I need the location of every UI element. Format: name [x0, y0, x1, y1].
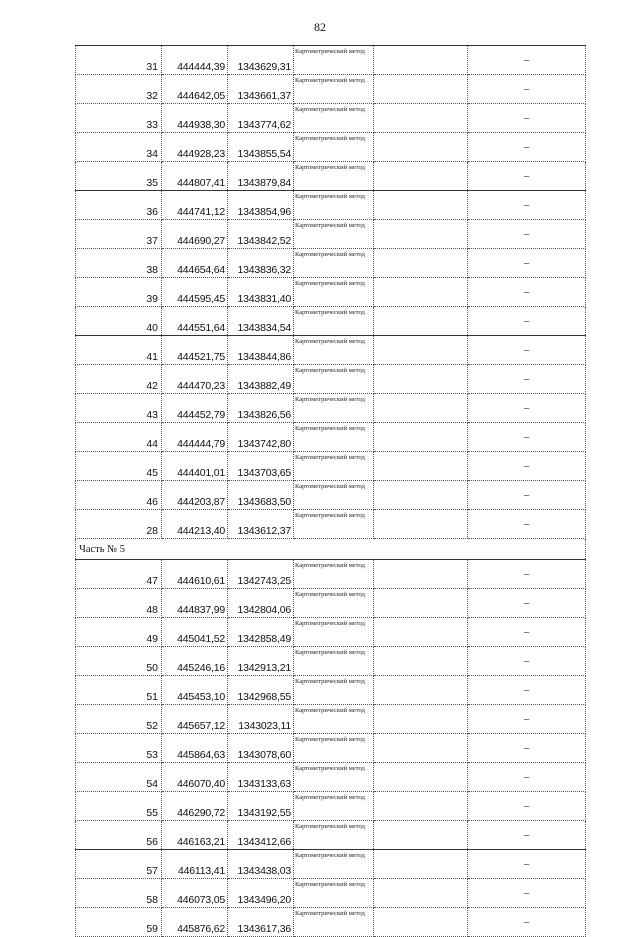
empty-cell [374, 850, 468, 879]
empty-cell [374, 46, 468, 75]
y-coordinate-cell: 1343831,40 [228, 278, 294, 307]
method-cell: Картометрический метод [294, 278, 374, 307]
empty-cell [374, 452, 468, 481]
dash-cell: – [468, 589, 586, 618]
table-row [76, 792, 586, 821]
point-number-cell: 32 [76, 75, 162, 104]
table-row [76, 676, 586, 705]
x-coordinate-cell: 445864,63 [162, 734, 228, 763]
dash-cell: – [468, 249, 586, 278]
y-coordinate-cell: 1343683,50 [228, 481, 294, 510]
dash-cell: – [468, 510, 586, 539]
empty-cell [374, 879, 468, 908]
empty-cell [374, 792, 468, 821]
table-row [76, 249, 586, 278]
dash-cell: – [468, 676, 586, 705]
x-coordinate-cell: 444444,39 [162, 46, 228, 75]
x-coordinate-cell: 444807,41 [162, 162, 228, 191]
y-coordinate-cell: 1343882,49 [228, 365, 294, 394]
dash-cell: – [468, 734, 586, 763]
y-coordinate-cell: 1342968,55 [228, 676, 294, 705]
coordinates-table-body [76, 46, 586, 937]
empty-cell [374, 705, 468, 734]
table-row [76, 734, 586, 763]
dash-cell: – [468, 336, 586, 365]
method-cell: Картометрический метод [294, 336, 374, 365]
point-number-cell: 46 [76, 481, 162, 510]
dash-cell: – [468, 104, 586, 133]
table-row [76, 618, 586, 647]
method-cell: Картометрический метод [294, 249, 374, 278]
empty-cell [374, 618, 468, 647]
table-row [76, 908, 586, 937]
dash-cell: – [468, 850, 586, 879]
x-coordinate-cell: 444444,79 [162, 423, 228, 452]
empty-cell [374, 249, 468, 278]
dash-cell: – [468, 792, 586, 821]
table-row [76, 336, 586, 365]
method-cell: Картометрический метод [294, 423, 374, 452]
x-coordinate-cell: 446163,21 [162, 821, 228, 850]
empty-cell [374, 191, 468, 220]
point-number-cell: 47 [76, 560, 162, 589]
point-number-cell: 43 [76, 394, 162, 423]
table-row [76, 104, 586, 133]
x-coordinate-cell: 444741,12 [162, 191, 228, 220]
empty-cell [374, 908, 468, 937]
y-coordinate-cell: 1343834,54 [228, 307, 294, 336]
table-row [76, 191, 586, 220]
empty-cell [374, 162, 468, 191]
dash-cell: – [468, 75, 586, 104]
method-cell: Картометрический метод [294, 452, 374, 481]
dash-cell: – [468, 821, 586, 850]
empty-cell [374, 589, 468, 618]
x-coordinate-cell: 444203,87 [162, 481, 228, 510]
point-number-cell: 45 [76, 452, 162, 481]
empty-cell [374, 394, 468, 423]
y-coordinate-cell: 1343617,36 [228, 908, 294, 937]
point-number-cell: 48 [76, 589, 162, 618]
table-row [76, 705, 586, 734]
empty-cell [374, 560, 468, 589]
point-number-cell: 35 [76, 162, 162, 191]
x-coordinate-cell: 444470,23 [162, 365, 228, 394]
x-coordinate-cell: 444654,64 [162, 249, 228, 278]
method-cell: Картометрический метод [294, 821, 374, 850]
method-cell: Картометрический метод [294, 191, 374, 220]
y-coordinate-cell: 1343612,37 [228, 510, 294, 539]
dash-cell: – [468, 191, 586, 220]
table-row [76, 452, 586, 481]
table-row [76, 220, 586, 249]
dash-cell: – [468, 365, 586, 394]
dash-cell: – [468, 278, 586, 307]
x-coordinate-cell: 444690,27 [162, 220, 228, 249]
coordinates-table [75, 45, 586, 937]
table-row [76, 307, 586, 336]
table-row [76, 560, 586, 589]
point-number-cell: 57 [76, 850, 162, 879]
x-coordinate-cell: 444551,64 [162, 307, 228, 336]
empty-cell [374, 734, 468, 763]
table-row [76, 278, 586, 307]
method-cell: Картометрический метод [294, 510, 374, 539]
empty-cell [374, 133, 468, 162]
point-number-cell: 58 [76, 879, 162, 908]
method-cell: Картометрический метод [294, 589, 374, 618]
point-number-cell: 39 [76, 278, 162, 307]
point-number-cell: 53 [76, 734, 162, 763]
empty-cell [374, 75, 468, 104]
dash-cell: – [468, 908, 586, 937]
table-row [76, 589, 586, 618]
point-number-cell: 34 [76, 133, 162, 162]
dash-cell: – [468, 560, 586, 589]
empty-cell [374, 278, 468, 307]
y-coordinate-cell: 1343023,11 [228, 705, 294, 734]
x-coordinate-cell: 446290,72 [162, 792, 228, 821]
y-coordinate-cell: 1343133,63 [228, 763, 294, 792]
y-coordinate-cell: 1343661,37 [228, 75, 294, 104]
y-coordinate-cell: 1343412,66 [228, 821, 294, 850]
point-number-cell: 50 [76, 647, 162, 676]
page-number: 82 [314, 20, 326, 34]
empty-cell [374, 104, 468, 133]
method-cell: Картометрический метод [294, 908, 374, 937]
point-number-cell: 59 [76, 908, 162, 937]
method-cell: Картометрический метод [294, 879, 374, 908]
y-coordinate-cell: 1342804,06 [228, 589, 294, 618]
method-cell: Картометрический метод [294, 133, 374, 162]
x-coordinate-cell: 444452,79 [162, 394, 228, 423]
x-coordinate-cell: 445453,10 [162, 676, 228, 705]
dash-cell: – [468, 705, 586, 734]
y-coordinate-cell: 1343703,65 [228, 452, 294, 481]
dash-cell: – [468, 133, 586, 162]
dash-cell: – [468, 394, 586, 423]
table-row [76, 162, 586, 191]
y-coordinate-cell: 1343496,20 [228, 879, 294, 908]
point-number-cell: 54 [76, 763, 162, 792]
x-coordinate-cell: 444521,75 [162, 336, 228, 365]
y-coordinate-cell: 1342858,49 [228, 618, 294, 647]
y-coordinate-cell: 1343742,80 [228, 423, 294, 452]
y-coordinate-cell: 1343078,60 [228, 734, 294, 763]
dash-cell: – [468, 307, 586, 336]
table-row [76, 763, 586, 792]
empty-cell [374, 336, 468, 365]
point-number-cell: 56 [76, 821, 162, 850]
dash-cell: – [468, 452, 586, 481]
method-cell: Картометрический метод [294, 676, 374, 705]
point-number-cell: 38 [76, 249, 162, 278]
method-cell: Картометрический метод [294, 560, 374, 589]
dash-cell: – [468, 220, 586, 249]
empty-cell [374, 647, 468, 676]
method-cell: Картометрический метод [294, 734, 374, 763]
method-cell: Картометрический метод [294, 763, 374, 792]
table-row [76, 423, 586, 452]
x-coordinate-cell: 444938,30 [162, 104, 228, 133]
method-cell: Картометрический метод [294, 104, 374, 133]
point-number-cell: 49 [76, 618, 162, 647]
point-number-cell: 41 [76, 336, 162, 365]
y-coordinate-cell: 1343438,03 [228, 850, 294, 879]
x-coordinate-cell: 446113,41 [162, 850, 228, 879]
table-row [76, 510, 586, 539]
table-row [76, 133, 586, 162]
method-cell: Картометрический метод [294, 618, 374, 647]
point-number-cell: 36 [76, 191, 162, 220]
point-number-cell: 44 [76, 423, 162, 452]
y-coordinate-cell: 1343854,96 [228, 191, 294, 220]
empty-cell [374, 423, 468, 452]
table-row [76, 850, 586, 879]
dash-cell: – [468, 879, 586, 908]
point-number-cell: 28 [76, 510, 162, 539]
y-coordinate-cell: 1343826,56 [228, 394, 294, 423]
y-coordinate-cell: 1343774,62 [228, 104, 294, 133]
x-coordinate-cell: 444837,99 [162, 589, 228, 618]
x-coordinate-cell: 445876,62 [162, 908, 228, 937]
table-row [76, 394, 586, 423]
dash-cell: – [468, 162, 586, 191]
point-number-cell: 52 [76, 705, 162, 734]
method-cell: Картометрический метод [294, 394, 374, 423]
x-coordinate-cell: 444401,01 [162, 452, 228, 481]
method-cell: Картометрический метод [294, 307, 374, 336]
method-cell: Картометрический метод [294, 365, 374, 394]
y-coordinate-cell: 1343879,84 [228, 162, 294, 191]
method-cell: Картометрический метод [294, 647, 374, 676]
y-coordinate-cell: 1343855,54 [228, 133, 294, 162]
y-coordinate-cell: 1343844,86 [228, 336, 294, 365]
method-cell: Картометрический метод [294, 162, 374, 191]
x-coordinate-cell: 446070,40 [162, 763, 228, 792]
x-coordinate-cell: 444610,61 [162, 560, 228, 589]
y-coordinate-cell: 1342743,25 [228, 560, 294, 589]
point-number-cell: 55 [76, 792, 162, 821]
table-row [76, 365, 586, 394]
dash-cell: – [468, 481, 586, 510]
empty-cell [374, 763, 468, 792]
table-row [76, 481, 586, 510]
table-row [76, 821, 586, 850]
empty-cell [374, 676, 468, 705]
table-row [76, 75, 586, 104]
table-row [76, 647, 586, 676]
method-cell: Картометрический метод [294, 220, 374, 249]
method-cell: Картометрический метод [294, 481, 374, 510]
y-coordinate-cell: 1343629,31 [228, 46, 294, 75]
point-number-cell: 40 [76, 307, 162, 336]
x-coordinate-cell: 445041,52 [162, 618, 228, 647]
x-coordinate-cell: 445657,12 [162, 705, 228, 734]
dash-cell: – [468, 618, 586, 647]
method-cell: Картометрический метод [294, 705, 374, 734]
x-coordinate-cell: 444213,40 [162, 510, 228, 539]
section-row [76, 539, 586, 560]
x-coordinate-cell: 445246,16 [162, 647, 228, 676]
table-row [76, 879, 586, 908]
y-coordinate-cell: 1343836,32 [228, 249, 294, 278]
empty-cell [374, 481, 468, 510]
dash-cell: – [468, 46, 586, 75]
x-coordinate-cell: 444928,23 [162, 133, 228, 162]
empty-cell [374, 365, 468, 394]
method-cell: Картометрический метод [294, 75, 374, 104]
point-number-cell: 37 [76, 220, 162, 249]
empty-cell [374, 821, 468, 850]
point-number-cell: 33 [76, 104, 162, 133]
empty-cell [374, 307, 468, 336]
section-label: Часть № 5 [76, 539, 586, 560]
x-coordinate-cell: 446073,05 [162, 879, 228, 908]
y-coordinate-cell: 1343192,55 [228, 792, 294, 821]
point-number-cell: 51 [76, 676, 162, 705]
x-coordinate-cell: 444595,45 [162, 278, 228, 307]
dash-cell: – [468, 423, 586, 452]
method-cell: Картометрический метод [294, 850, 374, 879]
table-row [76, 46, 586, 75]
dash-cell: – [468, 647, 586, 676]
dash-cell: – [468, 763, 586, 792]
point-number-cell: 31 [76, 46, 162, 75]
y-coordinate-cell: 1343842,52 [228, 220, 294, 249]
method-cell: Картометрический метод [294, 792, 374, 821]
y-coordinate-cell: 1342913,21 [228, 647, 294, 676]
point-number-cell: 42 [76, 365, 162, 394]
empty-cell [374, 220, 468, 249]
empty-cell [374, 510, 468, 539]
x-coordinate-cell: 444642,05 [162, 75, 228, 104]
method-cell: Картометрический метод [294, 46, 374, 75]
